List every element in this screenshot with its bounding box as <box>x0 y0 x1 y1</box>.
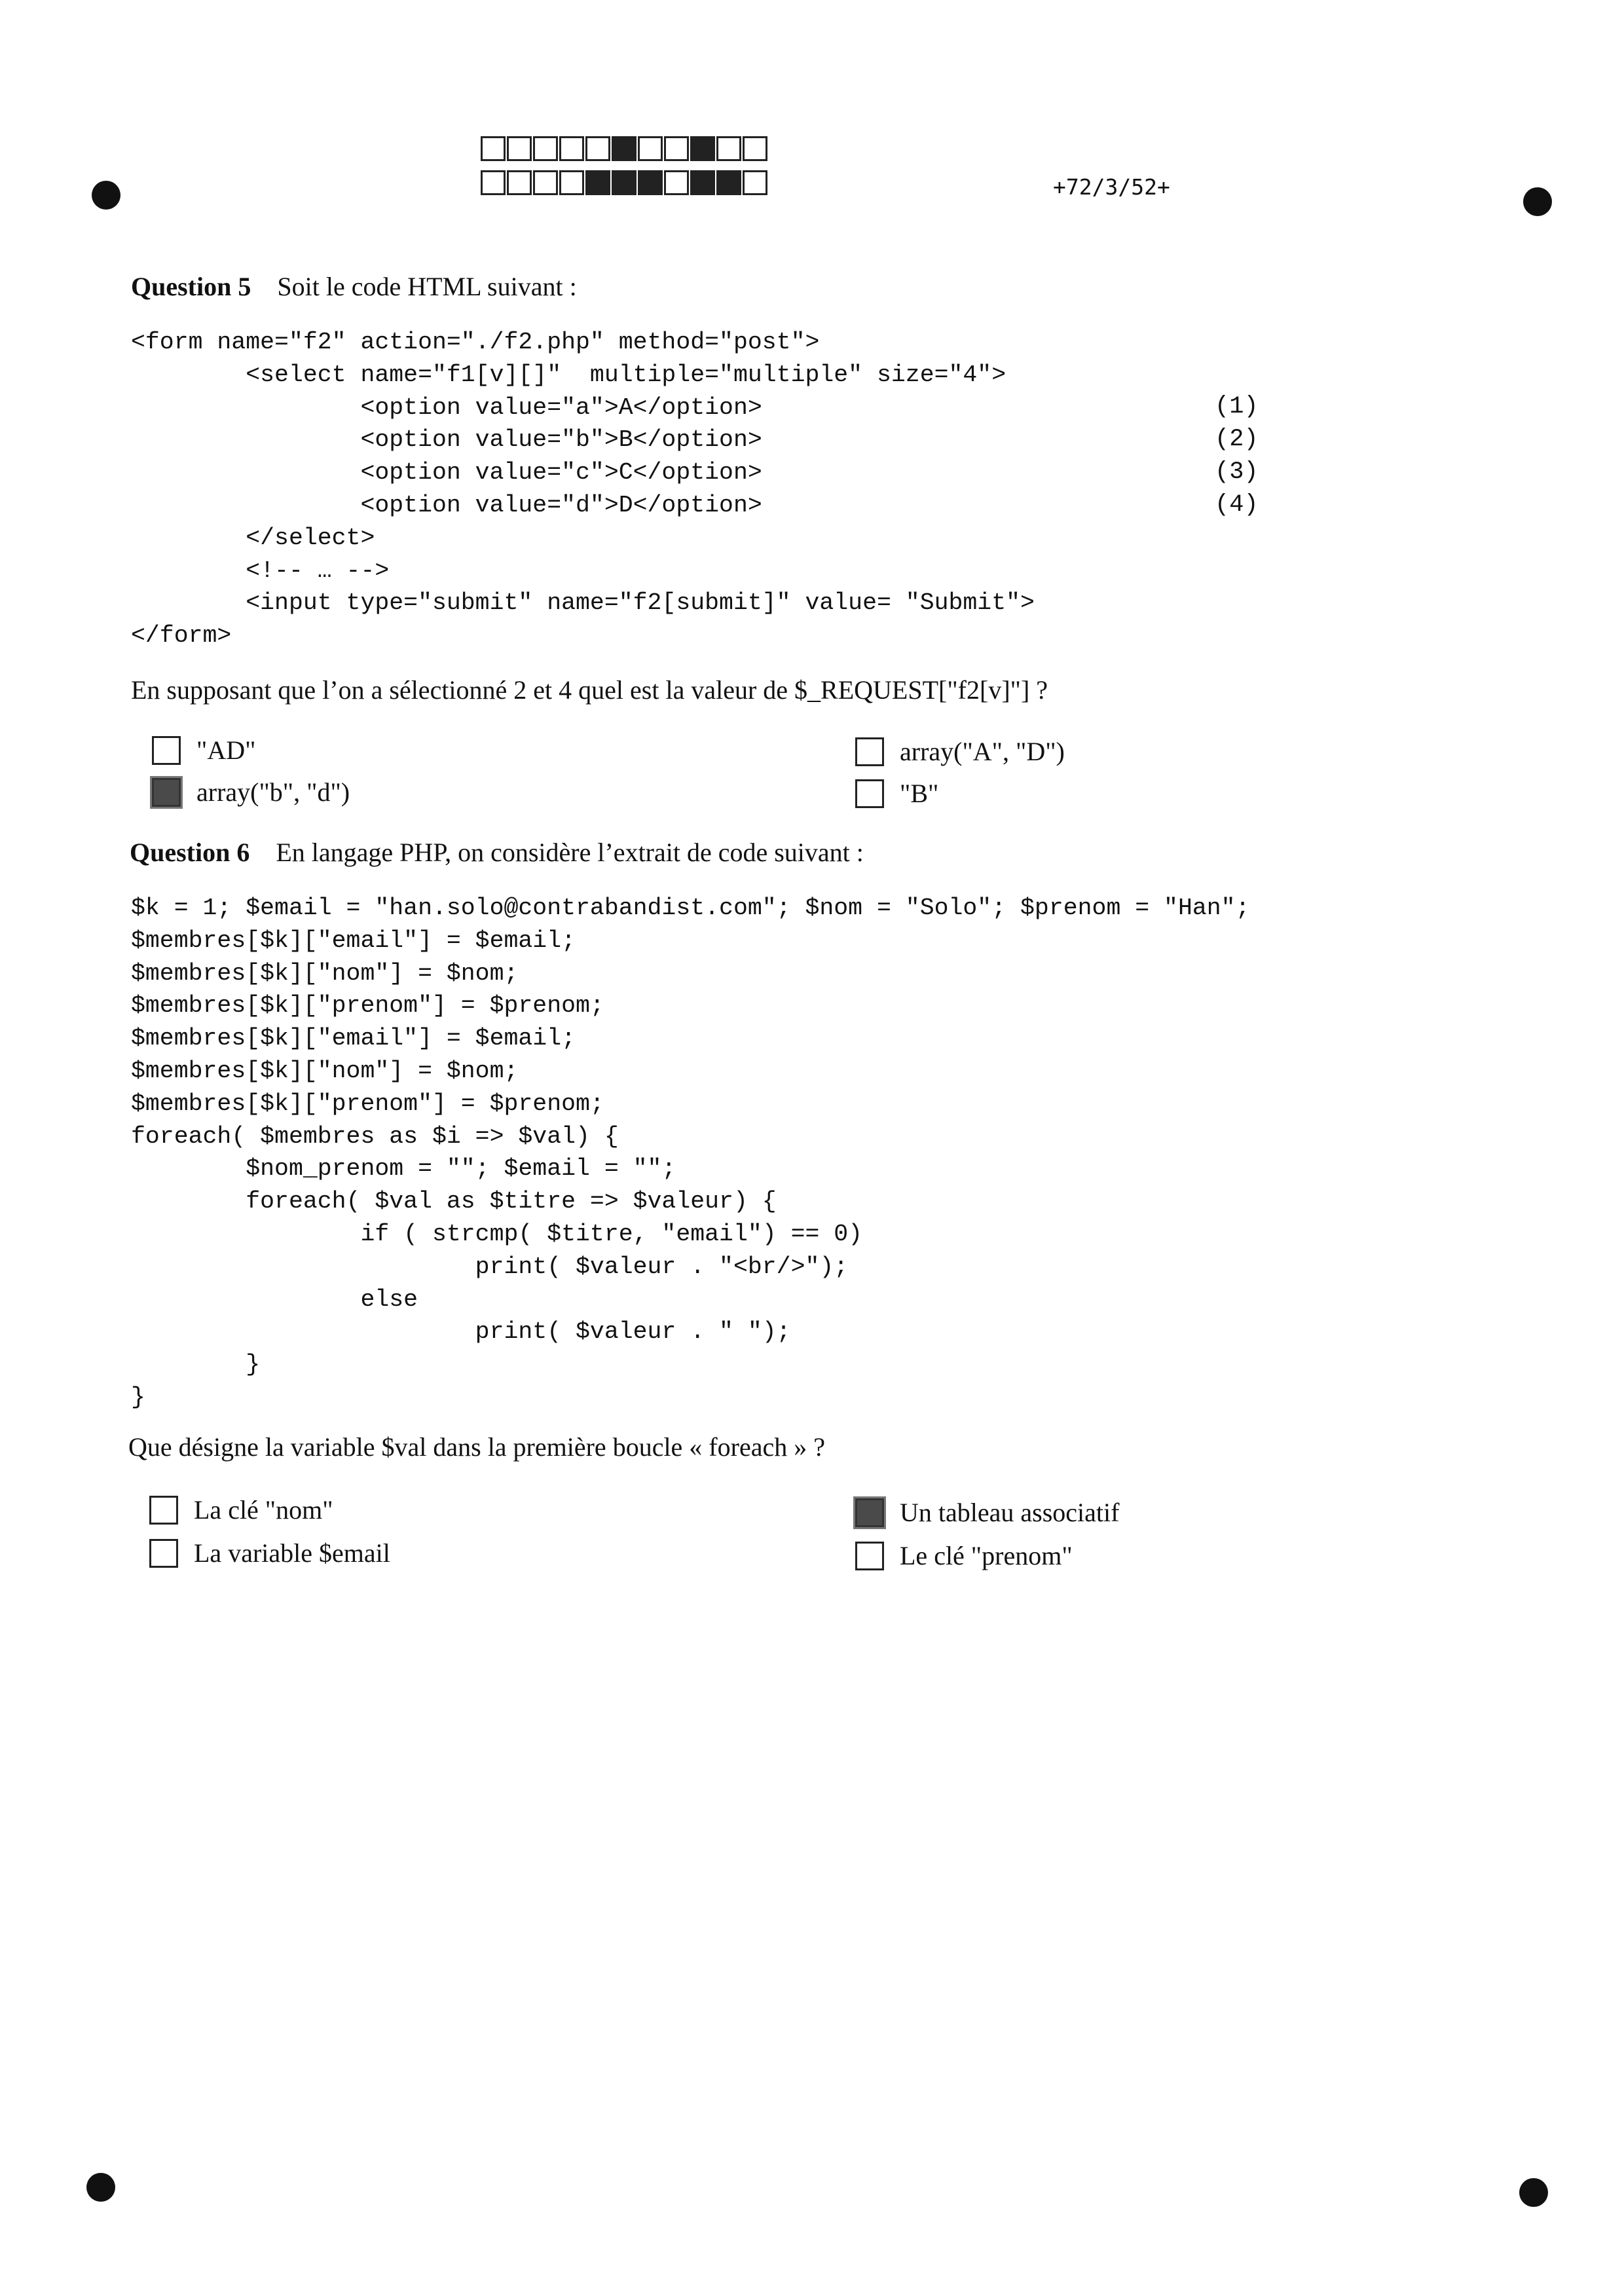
q6-choice-1-label: La clé "nom" <box>194 1495 333 1525</box>
id-box-cell <box>716 170 741 195</box>
question-5-label: Question 5 <box>131 272 251 301</box>
question-6-header <box>130 837 864 868</box>
page-code: +72/3/52+ <box>1053 174 1170 200</box>
id-box-cell <box>664 170 689 195</box>
id-box-cell <box>664 136 689 161</box>
q5-choice-3[interactable] <box>152 777 350 807</box>
q5-choice-1[interactable] <box>152 735 255 766</box>
line-number-1: (1) <box>1215 393 1259 420</box>
corner-mark-bottom-right <box>1519 2178 1548 2207</box>
id-box-cell <box>559 170 584 195</box>
q6-choice-4[interactable] <box>855 1540 1073 1571</box>
corner-mark-bottom-left <box>86 2173 115 2202</box>
q6-choice-3-checkbox[interactable] <box>149 1539 178 1568</box>
id-box-cell <box>507 136 532 161</box>
question-5-header <box>131 271 577 302</box>
q6-choice-1[interactable] <box>149 1494 333 1525</box>
q5-choice-1-checkbox[interactable] <box>152 736 181 765</box>
corner-mark-top-right <box>1523 187 1552 216</box>
q6-choice-1-checkbox[interactable] <box>149 1496 178 1525</box>
id-box-cell <box>533 170 558 195</box>
q6-choice-2-checkbox[interactable] <box>855 1498 884 1527</box>
id-box-cell <box>559 136 584 161</box>
id-box-cell <box>690 170 715 195</box>
id-box-cell <box>743 170 767 195</box>
id-box-cell <box>612 136 637 161</box>
question-6-text: Que désigne la variable $val dans la première boucle « foreach » ? <box>128 1432 825 1462</box>
q6-choice-2-label: Un tableau associatif <box>900 1498 1120 1527</box>
id-box-cell <box>743 136 767 161</box>
question-6-label: Question 6 <box>130 838 250 867</box>
question-6-code: $k = 1; $email = "han.solo@contrabandist.com"; $nom = "Solo"; $prenom = "Han"; $membres[$k]["email"] = $email; $membres[$k]["nom"] = $nom; $membres[$k]["prenom"] = $prenom; $membres[$k]["email"] = $email; $membres[$k]["nom"] = $nom; $membres[$k]["prenom"] = $prenom; foreach( $membres as $i => $val) { $nom_prenom = ""; $email = ""; foreach( $val as $titre => $valeur) { if ( strcmp( $titre, "email") == 0) print( $valeur . "<br/>"); else print( $valeur . " "); } } <box>131 895 1250 1411</box>
id-box-cell <box>690 136 715 161</box>
q5-choice-3-label: array("b", "d") <box>196 777 350 807</box>
id-box-cell <box>585 170 610 195</box>
question-5-code: <form name="f2" action="./f2.php" method="post"> <select name="f1[v][]" multiple="multiple" size="4"> <option value="a">A</option> <option value="b">B</option> <option value="c">C</option> <option value="d">D</option> </select> <!-- … --> <input type="submit" name="f2[submit]" value= "Submit"> </form> <box>131 329 1035 650</box>
question-6-intro: En langage PHP, on considère l’extrait de code suivant : <box>276 838 864 867</box>
q5-choice-2-label: array("A", "D") <box>900 737 1065 766</box>
q5-choice-2-checkbox[interactable] <box>855 737 884 766</box>
q6-choice-4-label: Le clé "prenom" <box>900 1541 1073 1570</box>
corner-mark-top-left <box>92 181 120 210</box>
question-5-text: En supposant que l’on a sélectionné 2 et 4 quel est la valeur de $_REQUEST["f2[v]"] ? <box>131 675 1048 705</box>
q5-choice-4-checkbox[interactable] <box>855 779 884 808</box>
id-box-cell <box>481 170 506 195</box>
id-box-cell <box>533 136 558 161</box>
line-number-2: (2) <box>1215 426 1259 453</box>
id-box-row-2 <box>481 170 769 195</box>
id-box-cell <box>507 170 532 195</box>
id-box-cell <box>585 136 610 161</box>
id-box-row-1 <box>481 136 769 161</box>
id-box-cell <box>638 170 663 195</box>
q5-choice-2[interactable] <box>855 736 1065 767</box>
q6-choice-3[interactable] <box>149 1538 390 1568</box>
q6-choice-4-checkbox[interactable] <box>855 1542 884 1570</box>
q6-choice-3-label: La variable $email <box>194 1538 390 1568</box>
q5-choice-4[interactable] <box>855 778 938 809</box>
question-5-intro: Soit le code HTML suivant : <box>277 272 577 301</box>
q5-choice-4-label: "B" <box>900 779 939 808</box>
id-box-cell <box>638 136 663 161</box>
line-number-4: (4) <box>1215 491 1259 519</box>
id-box-cell <box>481 136 506 161</box>
q5-choice-3-checkbox[interactable] <box>152 778 181 807</box>
id-box-cell <box>716 136 741 161</box>
line-number-3: (3) <box>1215 458 1259 486</box>
q6-choice-2[interactable] <box>855 1497 1119 1528</box>
q5-choice-1-label: "AD" <box>196 735 256 765</box>
id-box-cell <box>612 170 637 195</box>
